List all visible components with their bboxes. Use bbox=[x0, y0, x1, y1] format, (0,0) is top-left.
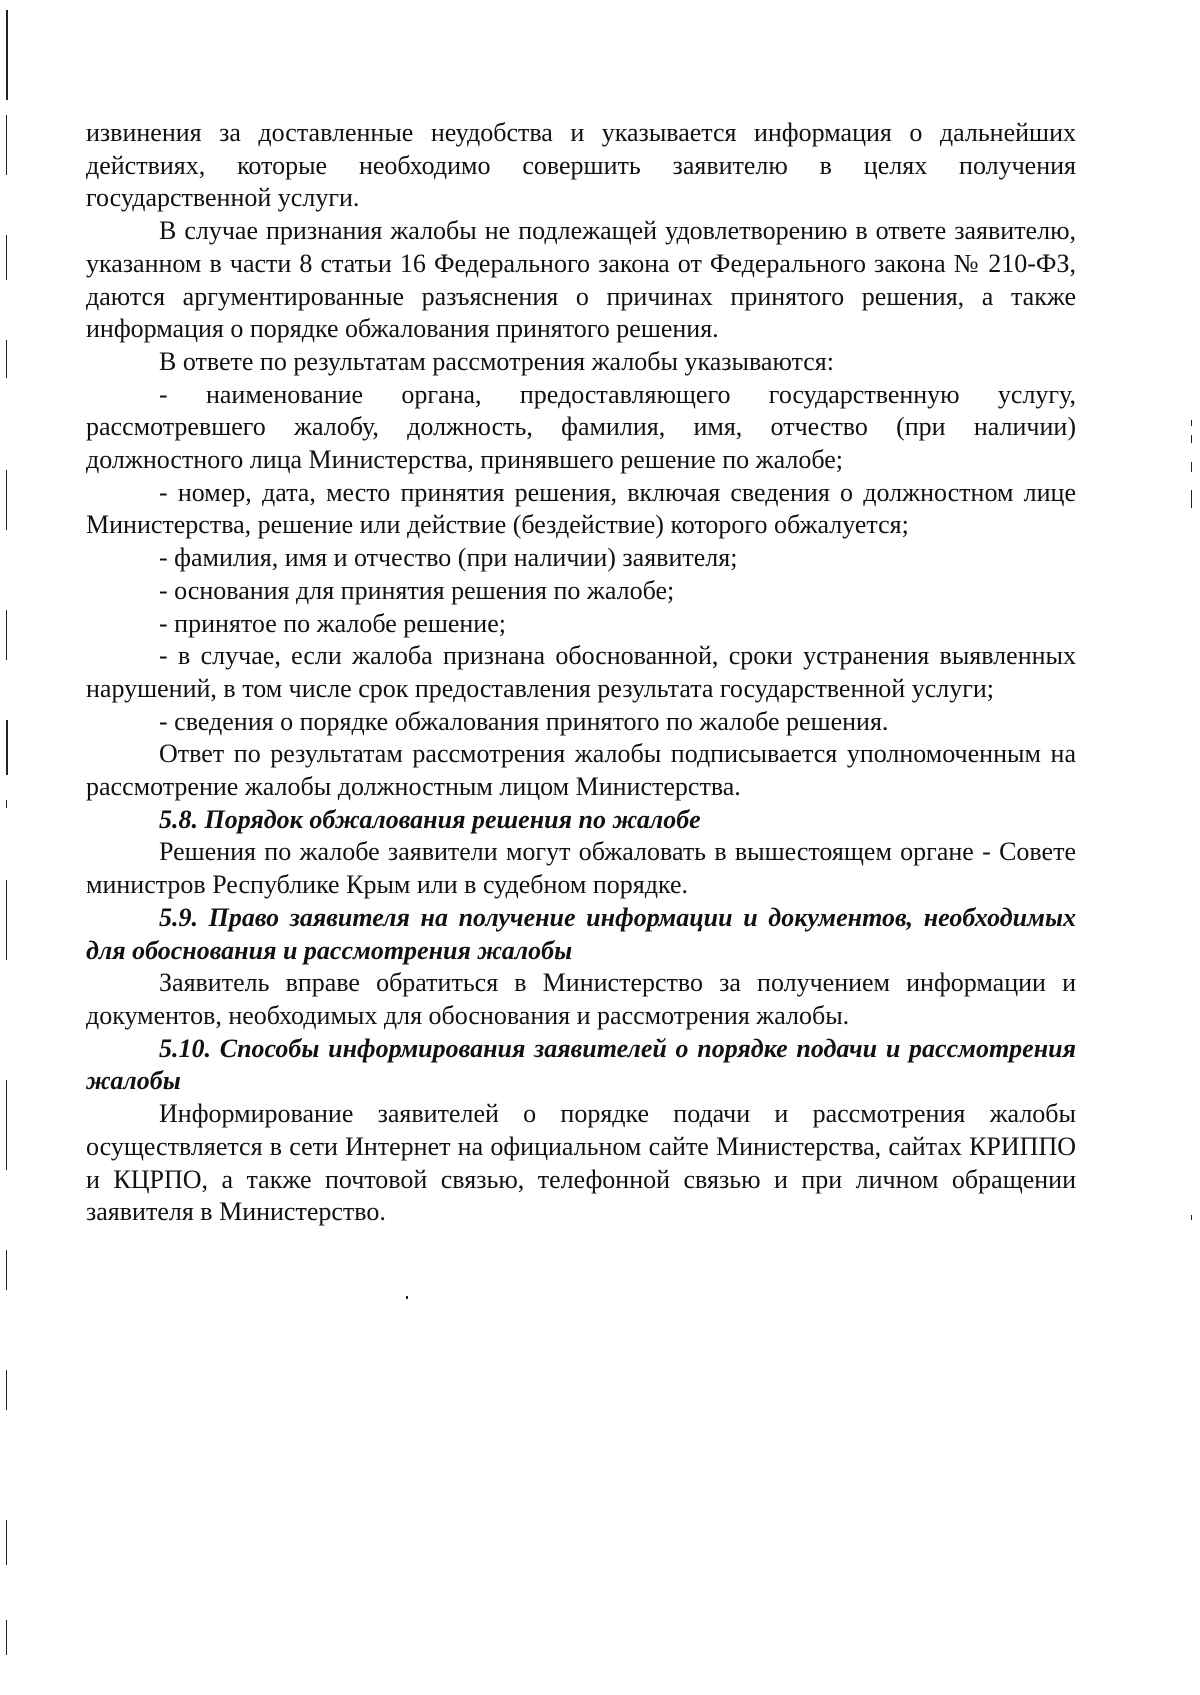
scan-edge-mark bbox=[1191, 420, 1192, 426]
scan-speck bbox=[406, 1296, 408, 1299]
section-heading-5-10: 5.10. Способы информирования заявителей о порядке подачи и рассмотрения жалобы bbox=[86, 1033, 1076, 1096]
scan-edge-mark bbox=[6, 610, 7, 660]
scan-edge-mark bbox=[6, 1520, 7, 1565]
paragraph-continuation: извинения за доставленные неудобства и указывается информация о дальнейших действиях, которые необходимо совершить заявителю в целях получения государственной услуги. bbox=[86, 118, 1076, 213]
paragraph-appeal-decisions: Решения по жалобе заявители могут обжаловать в вышестоящем органе - Совете министров Республике Крым или в судебном порядке. bbox=[86, 837, 1076, 900]
scan-edge-mark bbox=[1191, 1215, 1192, 1220]
document-body bbox=[86, 117, 1076, 1229]
scan-edge-mark bbox=[6, 1080, 7, 1170]
list-item-applicant-name: - фамилия, имя и отчество (при наличии) заявителя; bbox=[159, 543, 738, 573]
list-item-remedy-deadlines: - в случае, если жалоба признана обоснованной, сроки устранения выявленных нарушений, в том числе срок предоставления результата государственной услуги; bbox=[86, 641, 1076, 703]
list-item-decision-taken: - принятое по жалобе решение; bbox=[159, 608, 506, 638]
scan-edge-mark bbox=[6, 720, 8, 775]
paragraph-informing-methods: Информирование заявителей о порядке подачи и рассмотрения жалобы осуществляется в сети Интернет на официальном сайте Министерства, сайтах КРИППО и КЦРПО, а также почтовой связью, телефонной связью и при личном обращении заявителя в Министерство. bbox=[86, 1099, 1076, 1227]
scan-edge-mark bbox=[1191, 462, 1192, 472]
scan-edge-mark bbox=[6, 340, 7, 378]
scan-edge-mark bbox=[6, 880, 7, 960]
list-item-authority-name: - наименование органа, предоставляющего государственную услугу, рассмотревшего жалобу, должность, фамилия, имя, отчество (при наличии) должностного лица Министерства, принявшего решение по жалобе; bbox=[86, 379, 1076, 475]
scan-edge-mark bbox=[1191, 490, 1192, 508]
scan-edge-mark bbox=[6, 1620, 7, 1655]
scan-edge-mark bbox=[6, 470, 7, 530]
scan-edge-mark bbox=[1191, 435, 1192, 443]
paragraph-response-contents-intro: В ответе по результатам рассмотрения жалобы указываются: bbox=[159, 346, 834, 376]
scan-edge-mark bbox=[6, 115, 7, 175]
scan-edge-mark bbox=[6, 235, 7, 280]
paragraph-response-signature: Ответ по результатам рассмотрения жалобы подписывается уполномоченным на рассмотрение жалобы должностным лицом Министерства. bbox=[86, 739, 1076, 802]
list-item-appeal-procedure: - сведения о порядке обжалования принятого по жалобе решения. bbox=[159, 706, 889, 736]
scan-edge-mark bbox=[6, 1250, 7, 1290]
paragraph-rejection-response: В случае признания жалобы не подлежащей удовлетворению в ответе заявителю, указанном в части 8 статьи 16 Федерального закона от Федерального закона № 210-ФЗ, даются аргументированные разъяснения о причинах принятого решения, а также информация о порядке обжалования принятого решения. bbox=[86, 216, 1076, 344]
list-item-decision-grounds: - основания для принятия решения по жалобе; bbox=[159, 575, 675, 605]
section-heading-5-9: 5.9. Право заявителя на получение информации и документов, необходимых для обоснования и рассмотрения жалобы bbox=[86, 902, 1076, 965]
paragraph-right-to-information: Заявитель вправе обратиться в Министерство за получением информации и документов, необходимых для обоснования и рассмотрения жалобы. bbox=[86, 968, 1076, 1030]
section-heading-5-8: 5.8. Порядок обжалования решения по жалобе bbox=[159, 804, 701, 834]
list-item-decision-number-date: - номер, дата, место принятия решения, включая сведения о должностном лице Министерства, решение или действие (бездействие) которого обжалуется; bbox=[86, 477, 1076, 540]
scan-edge-mark bbox=[6, 1370, 7, 1410]
scan-edge-mark bbox=[6, 800, 7, 808]
scan-edge-mark bbox=[6, 10, 8, 100]
